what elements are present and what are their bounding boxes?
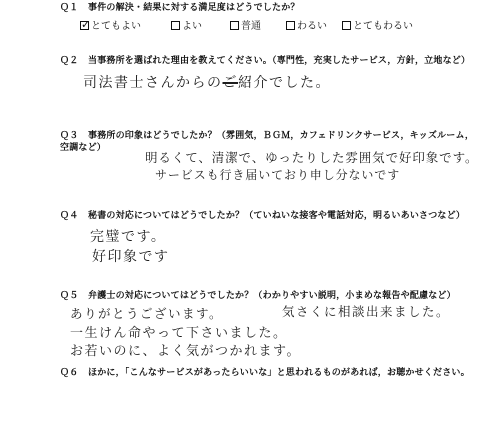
q6-text: ほかに，「こんなサービスがあったらいいな」と思われるものがあれば，お聴かせください。 [88,368,470,378]
q6-question [60,367,485,379]
q4-answer-line-1: 完璧です。 [90,229,167,245]
q4-text: 秘書の対応についてはどうでしたか？（ていねいな接客や電話対応，明るいあいさつなど） [88,211,466,221]
q1-number: Ｑ１ [60,3,79,13]
q4-answer-line-2: 好印象です [92,249,170,265]
q6-number: Ｑ６ [60,368,79,378]
q3-answer-line-2: サービスも行き届いており申し分ないです [155,168,401,182]
q4-question [60,210,480,222]
q1-option-1[interactable]: よい [171,17,202,32]
q1-option-0[interactable]: ✓ とてもよい [81,18,141,32]
q3-answer-line-1: 明るくて、清潔で、ゆったりした雰囲気で好印象です。 [145,150,479,165]
checkbox[interactable] [286,21,295,30]
checkbox[interactable] [230,21,239,30]
q4-number: Ｑ４ [60,211,79,221]
q5-answer-line-1: ありがとうございます。 [70,306,224,321]
checkbox[interactable] [80,18,91,31]
q3-number: Ｑ３ [60,131,79,141]
q1-text: 事件の解決・結果に対する満足度はどうでしたか？ [88,3,300,13]
q5-answer-line-4: お若いのに、よく気がつかれます。 [70,344,301,359]
checkbox[interactable] [171,21,180,30]
q2-question [60,55,480,67]
q2-number: Ｑ２ [60,56,79,66]
q3-text: 事務所の印象はどうでしたか？（雰囲気，ＢＧＭ，カフェドリンクサービス，キッズルーム，空調など） [60,131,475,153]
checkbox[interactable] [342,21,351,30]
q1-option-2[interactable]: 普通 [230,17,261,32]
q2-answer: 司法書士さんからのご紹介でした。 [83,75,331,91]
q5-answer-line-2: 気さくに相談出来ました。 [282,304,451,319]
q5-question [60,290,480,302]
q1-option-4[interactable]: とてもわるい [342,17,413,32]
q5-number: Ｑ５ [60,291,79,301]
q1-option-3[interactable]: わるい [286,17,327,32]
q5-answer-line-3: 一生けん命やって下さいました。 [70,326,288,341]
q1-question [60,2,300,14]
struck-character: ご [222,75,238,91]
q5-text: 弁護士の対応についてはどうでしたか？（わかりやすい説明，小まめな報告や配慮など） [88,291,456,301]
q2-text: 当事務所を選ばれた理由を教えてください。（専門性，充実したサービス，方針，立地など） [88,56,471,66]
check-mark-icon: ✓ [81,18,91,31]
